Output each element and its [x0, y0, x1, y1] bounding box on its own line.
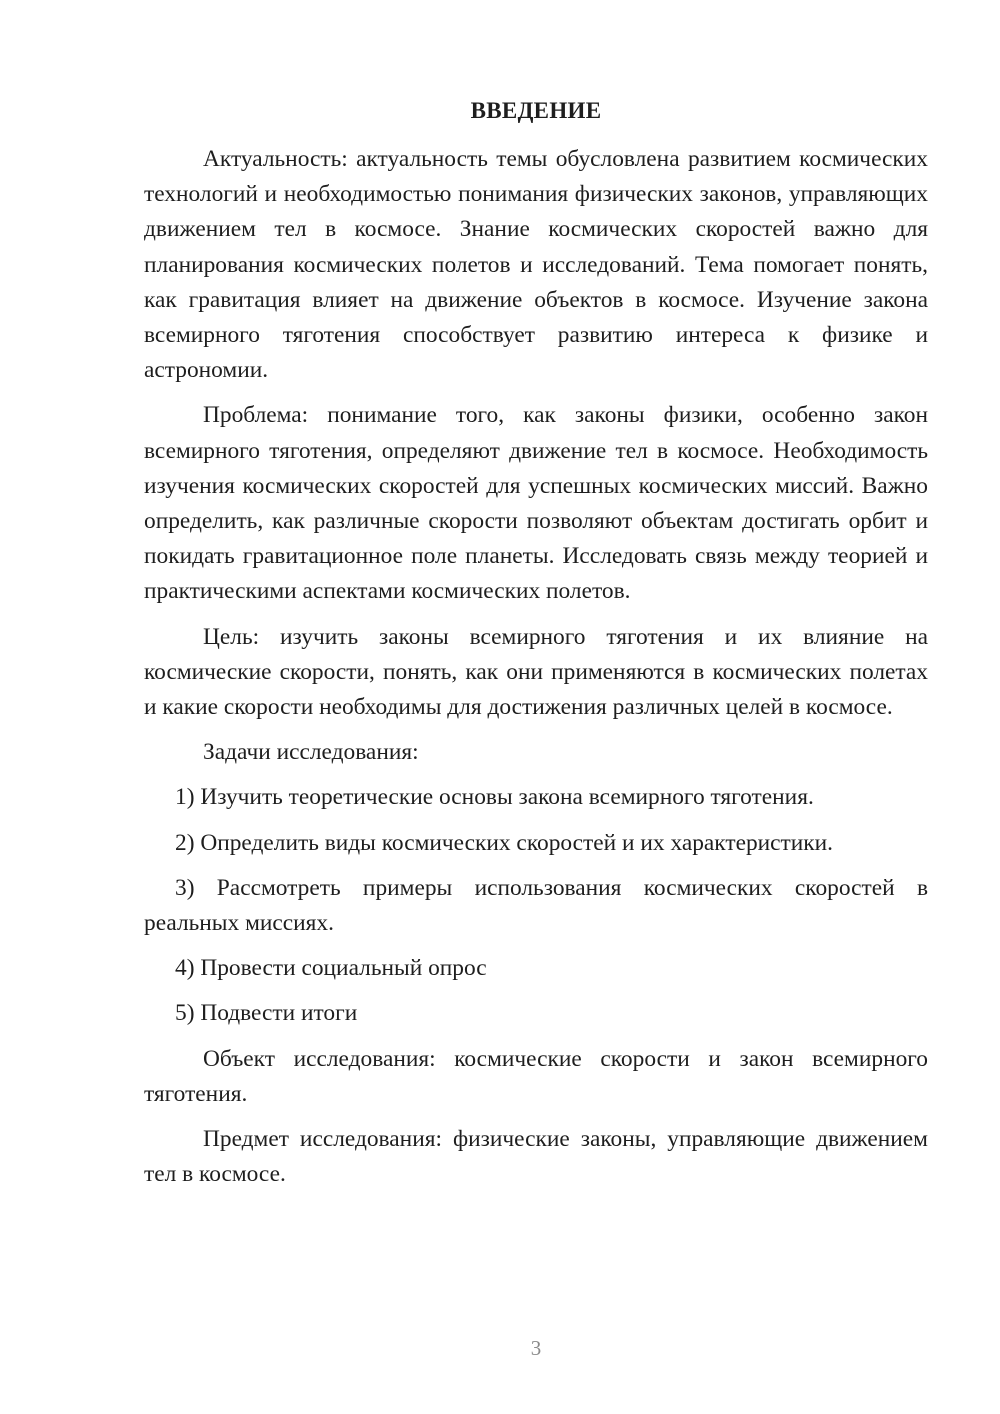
task-item-3: 3) Рассмотреть примеры использования космических скоростей в реальных миссиях.	[144, 874, 928, 937]
paragraph-problem: Проблема: понимание того, как законы физики, особенно закон всемирного тяготения, определяют движение тел в космосе. Необходимость изучения космических скоростей для успешных космических миссий. Важно определить, как различные скорости позволяют объектам достигать орбит и покидать гравитационное поле планеты. Исследовать связь между теорией и практическими аспектами космических полетов.	[144, 402, 928, 605]
page-number: 3	[530, 1336, 542, 1360]
paragraph-object: Объект исследования: космические скорости и закон всемирного тяготения.	[144, 1045, 928, 1107]
section-heading: ВВЕДЕНИЕ	[470, 98, 602, 123]
task-item-5: 5) Подвести итоги	[175, 1000, 358, 1027]
task-item-2: 2) Определить виды космических скоростей и их характеристики.	[175, 829, 834, 856]
paragraph-subject: Предмет исследования: физические законы, управляющие движением тел в космосе.	[144, 1126, 928, 1188]
document-body	[144, 142, 928, 1192]
paragraph-relevance: Актуальность: актуальность темы обусловлена развитием космических технологий и необходимостью понимания физических законов, управляющих движением тел в космосе. Знание космических скоростей важно для планирования космических полетов и исследований. Тема помогает понять, как гравитация влияет на движение объектов в космосе. Изучение закона всемирного тяготения способствует развитию интереса к физике и астрономии.	[144, 146, 928, 384]
task-item-4: 4) Провести социальный опрос	[175, 955, 487, 982]
paragraph-goal: Цель: изучить законы всемирного тяготения и их влияние на космические скорости, понять, как они применяются в космических полетах и какие скорости необходимы для достижения различных целей в космосе.	[144, 623, 928, 721]
task-item-1: 1) Изучить теоретические основы закона всемирного тяготения.	[175, 784, 814, 811]
paragraph-tasks-heading: Задачи исследования:	[203, 739, 419, 766]
